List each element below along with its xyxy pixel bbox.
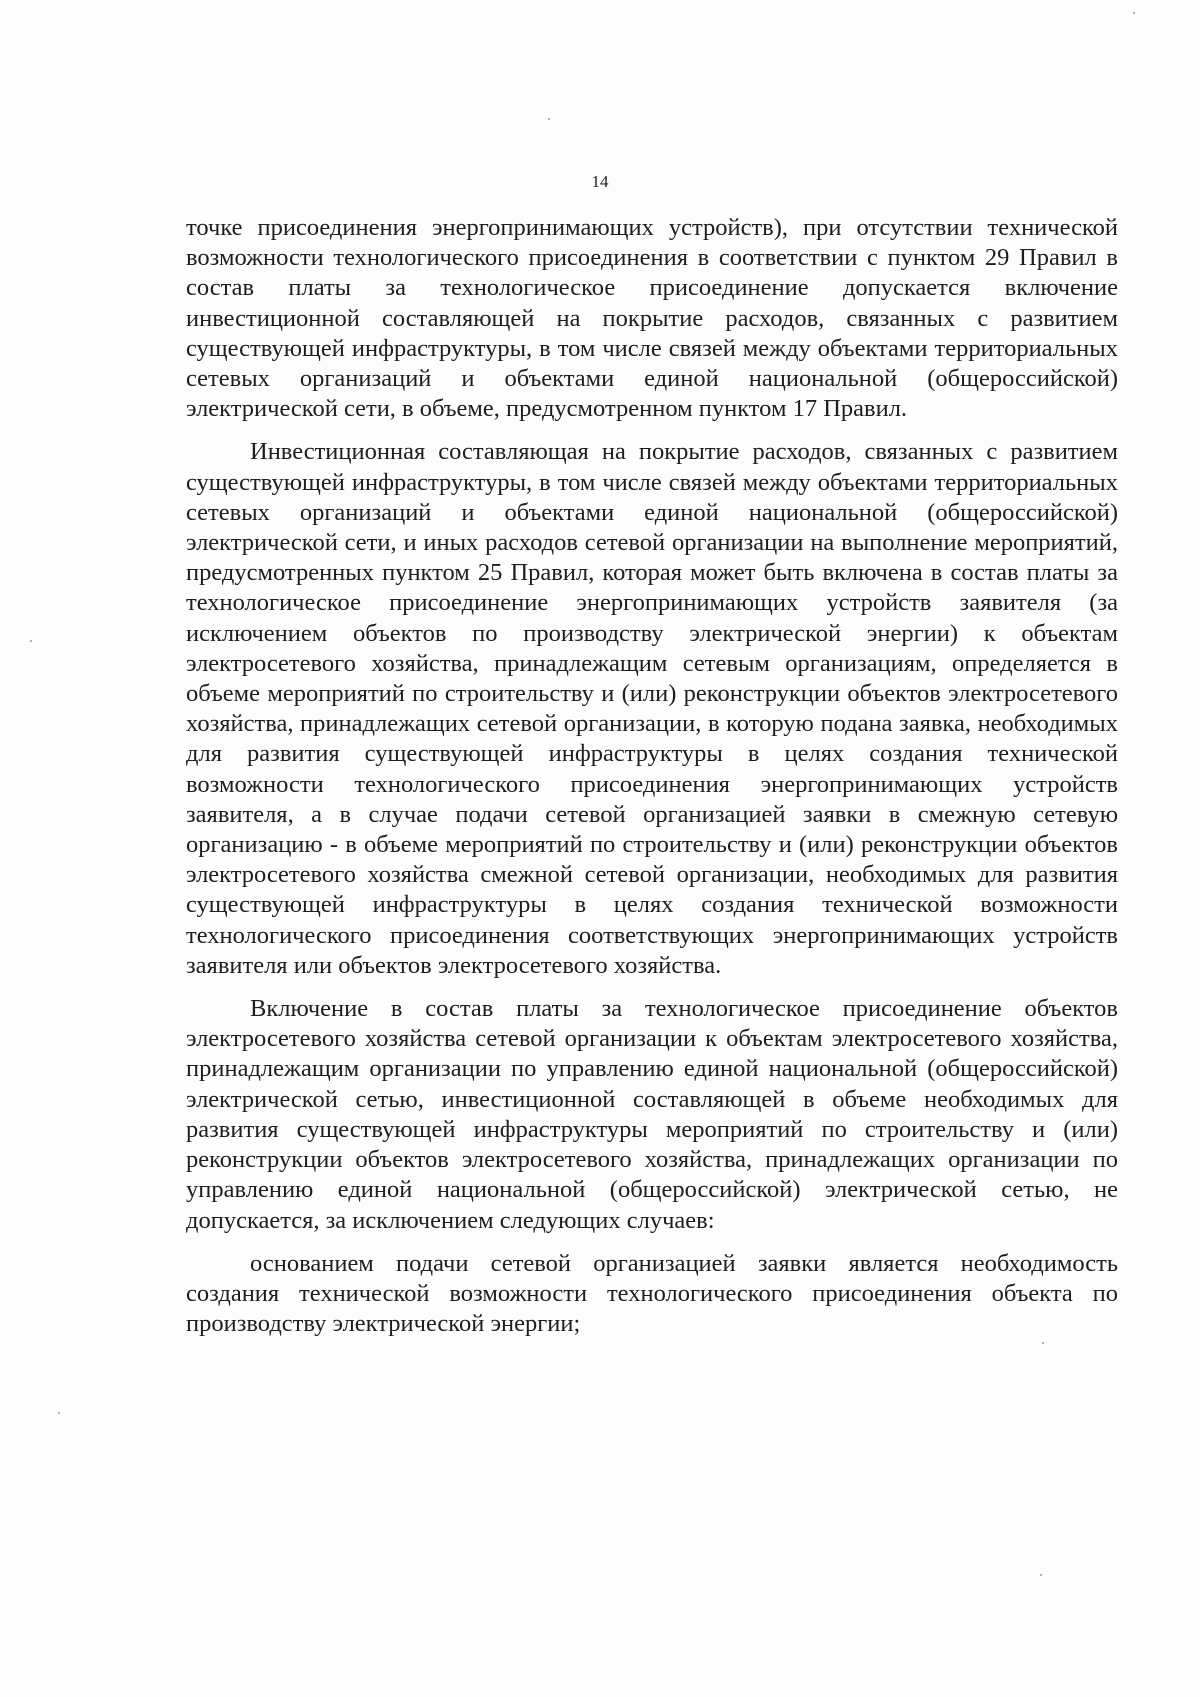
paragraph-inclusion-restriction: Включение в состав платы за технологическое присоединение объектов электросетевого хозяйства сетевой организации к объектам электросетевого хозяйства, принадлежащим организации по управлению единой национальной (общероссийской) электрической сетью, инвестиционной составляющей в объеме необходимых для развития существующей инфраструктуры мероприятий по строительству и (или) реконструкции объектов электросетевого хозяйства, принадлежащих организации по управлению единой национальной (общероссийской) электрической сетью, не допускается, за исключением следующих случаев: [186, 995, 1118, 1234]
scan-speck [30, 640, 32, 642]
page-number: 14 [591, 172, 609, 191]
paragraph-exception-case: основанием подачи сетевой организацией заявки является необходимость создания технической возможности технологического присоединения объекта по производству электрической энергии; [186, 1249, 1118, 1338]
paragraph-continuation: точке присоединения энергопринимающих устройств), при отсутствии технической возможности технологического присоединения в соответствии с пунктом 29 Правил в состав платы за технологическое присоединение допускается включение инвестиционной составляющей на покрытие расходов, связанных с развитием существующей инфраструктуры, в том числе связей между объектами территориальных сетевых организаций и объектами единой национальной (общероссийской) электрической сети, в объеме, предусмотренном пунктом 17 Правил. [186, 214, 1118, 423]
scan-speck [548, 118, 550, 120]
paragraph-investment-component: Инвестиционная составляющая на покрытие расходов, связанных с развитием существующей инфраструктуры, в том числе связей между объектами территориальных сетевых организаций и объектами единой национальной (общероссийской) электрической сети, и иных расходов сетевой организации на выполнение мероприятий, предусмотренных пунктом 25 Правил, которая может быть включена в состав платы за технологическое присоединение энергопринимающих устройств заявителя (за исключением объектов по производству электрической энергии) к объектам электросетевого хозяйства, принадлежащим сетевым организациям, определяется в объеме мероприятий по строительству и (или) реконструкции объектов электросетевого хозяйства, принадлежащих сетевой организации, в которую подана заявка, необходимых для развития существующей инфраструктуры в целях создания технической возможности технологического присоединения энергопринимающих устройств заявителя, а в случае подачи сетевой организацией заявки в смежную сетевую организацию - в объеме мероприятий по строительству и (или) реконструкции объектов электросетевого хозяйства смежной сетевой организации, необходимых для развития существующей инфраструктуры в целях создания технической возможности технологического присоединения соответствующих энергопринимающих устройств заявителя или объектов электросетевого хозяйства. [186, 438, 1118, 979]
scan-speck [1040, 1574, 1042, 1576]
scan-speck [1133, 12, 1135, 14]
scan-speck [58, 1412, 60, 1414]
body-text [186, 213, 1118, 1352]
scan-speck [1042, 1342, 1044, 1344]
